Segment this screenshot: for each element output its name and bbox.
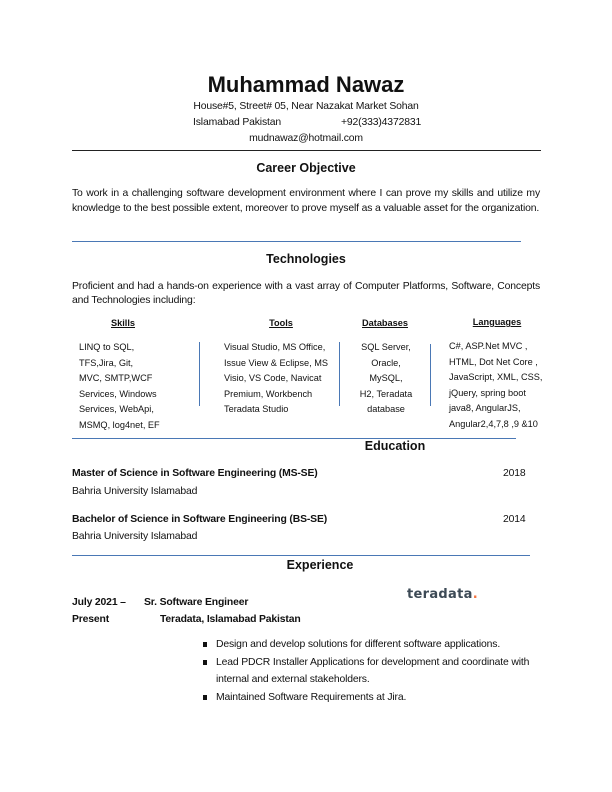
job-date-end: Present [72,614,110,625]
technologies-intro: Proficient and had a hands-on experience with a vast array of Computer Platforms, Software, Concepts and Technologies including: [72,281,540,306]
job-company: Teradata, Islamabad Pakistan [160,614,301,625]
column-divider [199,342,200,406]
list-item: Design and develop solutions for different software applications. [203,636,543,654]
divider [72,438,516,439]
divider [72,241,521,242]
education-heading: Education [364,439,426,453]
divider [72,555,530,556]
column-divider [430,344,431,406]
career-objective-text: To work in a challenging software development environment where I can prove my skills and utilize my knowledge to the best possible extent, moreover to prove myself as a valuable asset for the organization. [72,188,540,214]
skills-list: LINQ to SQL, TFS,Jira, Git, MVC, SMTP,WCF Services, Windows Services, WebApi, MSMQ, log4net, EF [79,342,160,430]
education-school: Bahria University Islamabad [72,531,198,542]
phone: +92(333)4372831 [341,117,422,128]
list-item: Maintained Software Requirements at Jira. [203,689,543,707]
education-year: 2018 [503,468,526,479]
databases-list: SQL Server, Oracle, MySQL, H2, Teradata database [359,342,413,415]
career-objective-heading: Career Objective [256,161,356,175]
list-item: Lead PDCR Installer Applications for development and coordinate with internal and external stakeholders. [203,654,543,689]
education-school: Bahria University Islamabad [72,486,198,497]
job-title: Sr. Software Engineer [144,597,249,608]
skills-heading: Skills [110,318,136,328]
education-year: 2014 [503,514,526,525]
tools-heading: Tools [269,318,293,328]
address-line: House#5, Street# 05, Near Nazakat Market Sohan [193,101,419,112]
languages-list: C#, ASP.Net MVC , HTML, Dot Net Core , JavaScript, XML, CSS, jQuery, spring boot java8, AngularJS, Angular2,4,7,8 ,9 &10 [449,341,543,429]
languages-heading: Languages [472,317,522,327]
divider [72,150,541,151]
databases-heading: Databases [362,318,408,328]
teradata-logo: teradata. [407,587,478,602]
job-responsibilities [203,636,543,706]
experience-heading: Experience [286,558,354,572]
job-date-start: July 2021 – [72,597,126,608]
technologies-heading: Technologies [266,252,346,266]
education-degree: Master of Science in Software Engineering (MS-SE) [72,468,318,479]
address-city: Islamabad Pakistan [193,117,281,128]
column-divider [339,342,340,406]
education-degree: Bachelor of Science in Software Engineering (BS-SE) [72,514,328,525]
email-link[interactable]: mudnawaz@hotmail.com [249,133,363,144]
tools-list: Visual Studio, MS Office, Issue View & Eclipse, MS Visio, VS Code, Navicat Premium, Workbench Teradata Studio [224,342,328,415]
candidate-name: Muhammad Nawaz [207,72,405,97]
